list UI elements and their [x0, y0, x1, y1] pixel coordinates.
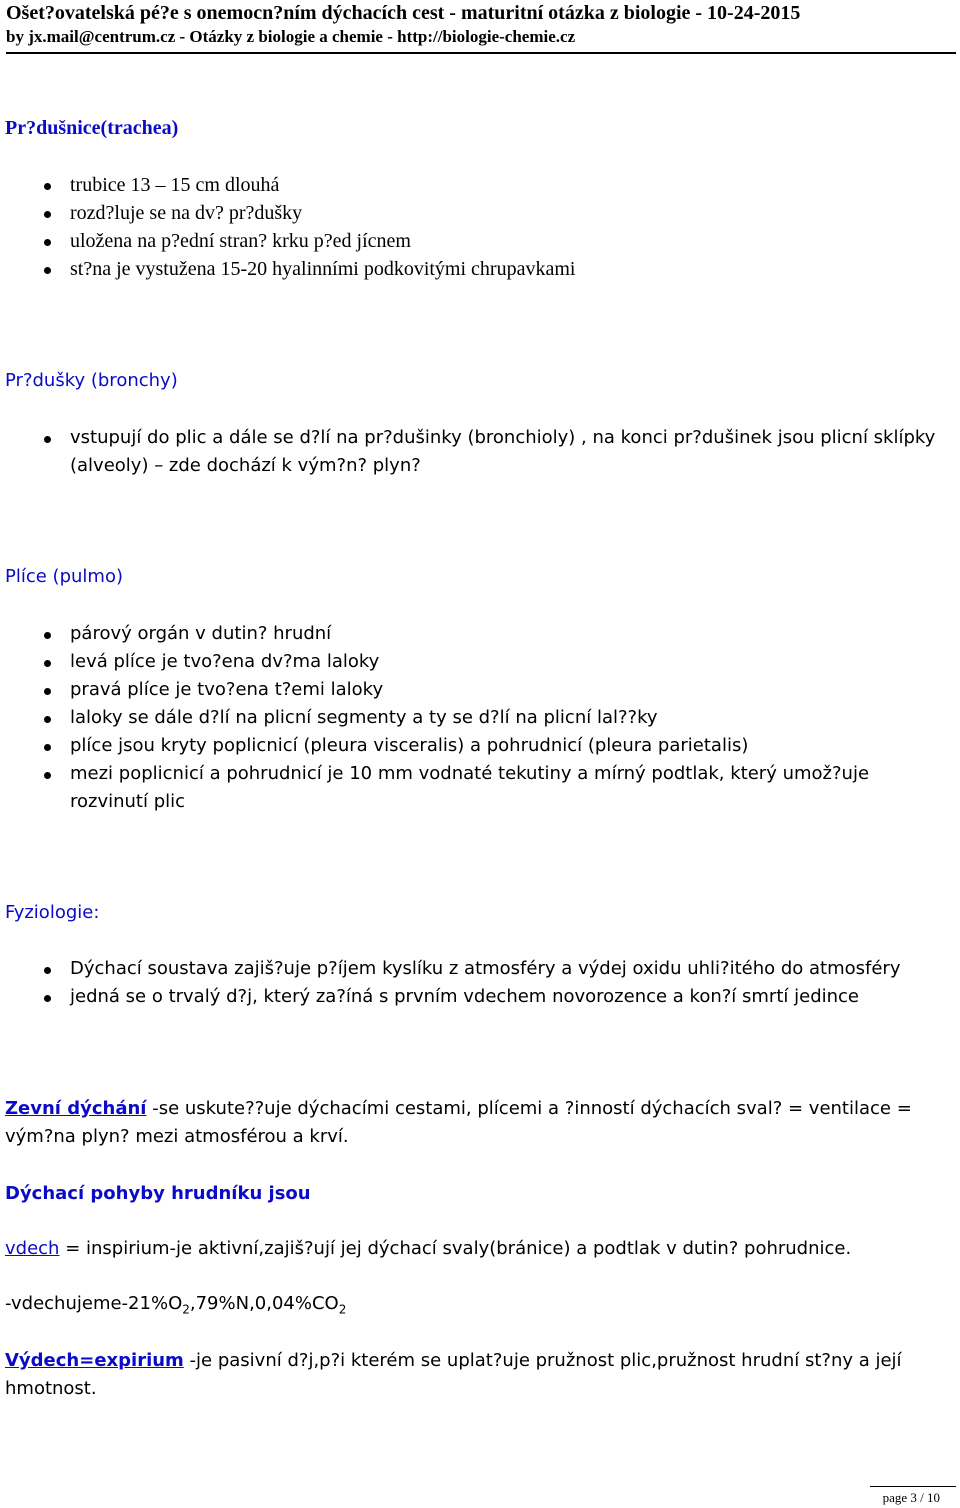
bullet-icon: [44, 183, 51, 190]
document-title: Ošet?ovatelská pé?e s onemocn?ním dýchacích cest - maturitní otázka z biologie - 10-24-2015: [6, 2, 801, 24]
bullet-icon: [44, 688, 51, 695]
air-composition: $-vdechujeme-21\%O_2,79\%N,0,04\%CO_2$: [5, 1293, 347, 1317]
trachea-list: [0, 171, 950, 283]
heading-trachea: Pr?dušnice(trachea): [5, 117, 179, 139]
exhale-term: Výdech=expirium: [5, 1350, 184, 1371]
bullet-icon: [44, 632, 51, 639]
bullet-icon: [44, 967, 51, 974]
list-item: st?na je vystužena 15-20 hyalinními podkovitými chrupavkami: [0, 255, 950, 283]
physiology-list: [0, 955, 950, 1011]
bullet-icon: [44, 716, 51, 723]
lungs-list: [0, 620, 950, 816]
heading-bronchi: Pr?dušky (bronchy): [5, 370, 178, 391]
exhale-paragraph: Výdech=expirium -je pasivní d?j,p?i kterém se uplat?uje pružnost plic,pružnost hrudní st?ny a její hmotnost.: [5, 1350, 902, 1399]
heading-lungs: Plíce (pulmo): [5, 566, 123, 587]
page-header: [6, 0, 956, 54]
list-item: rozd?luje se na dv? pr?dušky: [0, 199, 950, 227]
bullet-icon: [44, 267, 51, 274]
bullet-icon: [44, 436, 51, 443]
inhale-term: vdech: [5, 1238, 60, 1259]
inhale-paragraph: vdech = inspirium-je aktivní,zajiš?ují jej dýchací svaly(bránice) a podtlak v dutin? pohrudnice.: [5, 1238, 852, 1259]
bullet-icon: [44, 744, 51, 751]
bullet-icon: [44, 660, 51, 667]
bullet-icon: [44, 211, 51, 218]
list-item: laloky se dále d?lí na plicní segmenty a ty se d?lí na plicní lal??ky: [0, 704, 950, 732]
document-subtitle: by jx.mail@centrum.cz - Otázky z biologie a chemie - http://biologie-chemie.cz: [6, 27, 576, 46]
list-item: pravá plíce je tvo?ena t?emi laloky: [0, 676, 950, 704]
external-breathing-paragraph: Zevní dýchání -se uskute??uje dýchacími cestami, plícemi a ?inností dýchacích sval? = ventilace = vým?na plyn? mezi atmosférou a krví.: [5, 1098, 912, 1147]
list-item: vstupují do plic a dále se d?lí na pr?dušinky (bronchioly) , na konci pr?dušinek jsou plicní sklípky (alveoly) – zde dochází k vým?n? plyn?: [0, 424, 950, 480]
bullet-icon: [44, 239, 51, 246]
list-item: levá plíce je tvo?ena dv?ma laloky: [0, 648, 950, 676]
list-item: jedná se o trvalý d?j, který za?íná s prvním vdechem novorozence a kon?í smrtí jedince: [0, 983, 950, 1011]
list-item: trubice 13 – 15 cm dlouhá: [0, 171, 950, 199]
list-item: uložena na p?ední stran? krku p?ed jícnem: [0, 227, 950, 255]
bullet-icon: [44, 772, 51, 779]
list-item: plíce jsou kryty poplicnicí (pleura visceralis) a pohrudnicí (pleura parietalis): [0, 732, 950, 760]
bullet-icon: [44, 995, 51, 1002]
heading-physiology: Fyziologie:: [5, 902, 100, 923]
list-item: Dýchací soustava zajiš?uje p?íjem kyslíku z atmosféry a výdej oxidu uhli?itého do atmosféry: [0, 955, 950, 983]
list-item: párový orgán v dutin? hrudní: [0, 620, 950, 648]
bronchi-list: [0, 424, 950, 480]
list-item: mezi poplicnicí a pohrudnicí je 10 mm vodnaté tekutiny a mírný podtlak, který umož?uje rozvinutí plic: [0, 760, 950, 816]
page-number: page 3 / 10: [882, 1490, 940, 1505]
movements-heading: Dýchací pohyby hrudníku jsou: [5, 1183, 311, 1204]
external-breathing-term: Zevní dýchání: [5, 1098, 147, 1119]
